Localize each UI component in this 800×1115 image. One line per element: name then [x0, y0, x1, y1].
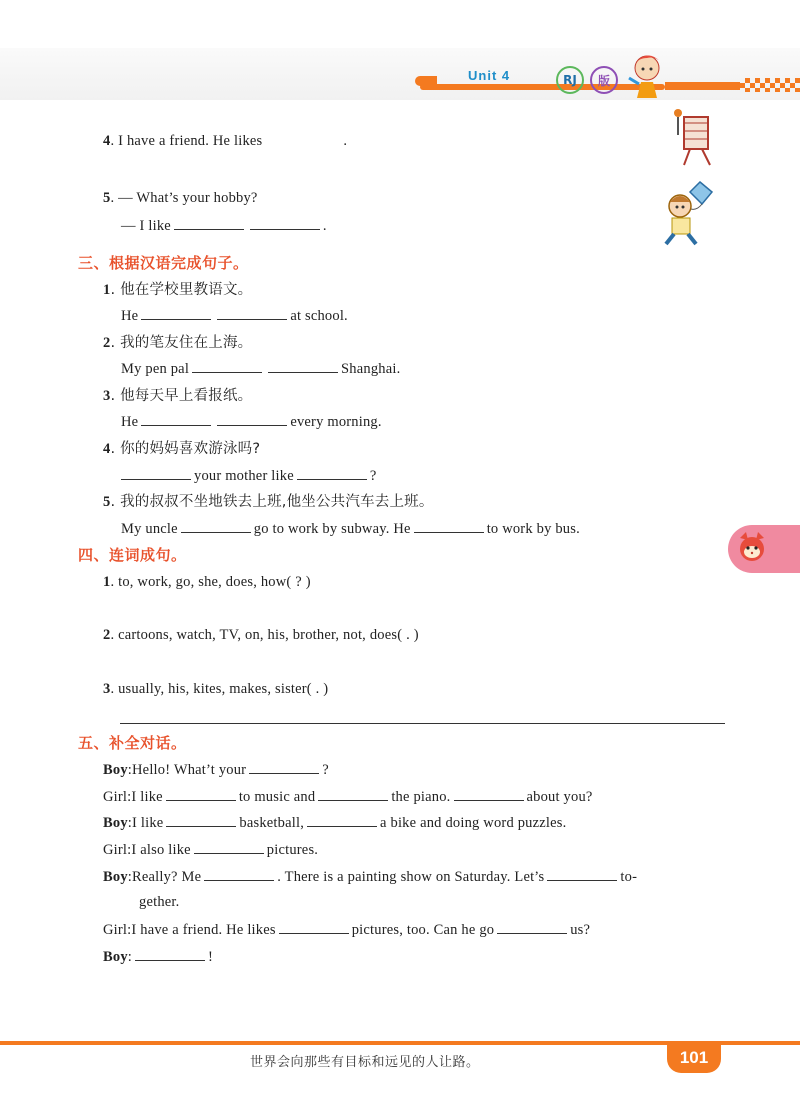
answer-blank[interactable]: [217, 305, 287, 320]
speaker: Boy: [103, 949, 128, 965]
section-4-title: 四、连词成句。: [78, 546, 187, 564]
answer-blank[interactable]: [547, 866, 617, 881]
answer-blank[interactable]: [174, 215, 244, 230]
answer-blank[interactable]: [166, 812, 236, 827]
answer-blank[interactable]: [414, 518, 484, 533]
sec3-q3-english: [121, 411, 382, 432]
dialogue-text: :Really? Me: [127, 869, 202, 885]
question-number: 4: [103, 441, 111, 457]
header-band: [0, 48, 800, 100]
answer-blank[interactable]: [121, 465, 191, 480]
sec4-q1: [103, 572, 311, 592]
sec3-q3-chinese: [103, 386, 252, 406]
dialogue-end: ?: [322, 762, 329, 778]
unit-label: Unit 4: [468, 68, 511, 83]
question-5-line: [103, 188, 258, 208]
answer-blank[interactable]: [166, 786, 236, 801]
sec4-q2: [103, 625, 419, 645]
answer-blank[interactable]: [497, 919, 567, 934]
rj-badge: [556, 66, 584, 94]
question-number: 3: [103, 681, 111, 697]
chinese-sentence: . 你的妈妈喜欢游泳吗?: [110, 441, 261, 457]
english-suffix: Shanghai.: [341, 361, 401, 377]
answer-blank[interactable]: [265, 130, 340, 145]
question-end: .: [343, 133, 348, 149]
answer-blank[interactable]: [268, 358, 338, 373]
answer-blank[interactable]: [454, 786, 524, 801]
word-list: . usually, his, kites, makes, sister( . ): [110, 681, 329, 697]
chinese-sentence: . 他每天早上看报纸。: [110, 388, 253, 404]
section-5-title: 五、补全对话。: [78, 734, 187, 752]
page-number-text: 101: [679, 1048, 709, 1067]
question-text: . I have a friend. He likes: [110, 133, 263, 149]
sec3-q4-chinese: [103, 439, 260, 459]
header-stripe-right: [665, 82, 740, 90]
answer-blank[interactable]: [194, 839, 264, 854]
question-number: 5: [103, 190, 111, 206]
english-middle: go to work by subway. He: [253, 521, 411, 537]
page-number: [667, 1043, 721, 1073]
sec3-q5-english: [121, 518, 580, 539]
english-suffix: every morning.: [290, 414, 382, 430]
answer-blank[interactable]: [141, 411, 211, 426]
dialogue-middle: pictures, too. Can he go: [351, 922, 495, 938]
speaker: Boy: [103, 815, 128, 831]
answer-prefix: — I like: [121, 218, 171, 234]
sec3-q1-english: [121, 305, 348, 326]
sec3-q2-english: [121, 358, 400, 379]
answer-blank[interactable]: [307, 812, 377, 827]
dialogue-middle: . There is a painting show on Saturday. Let’s: [277, 869, 545, 885]
answer-blank[interactable]: [181, 518, 251, 533]
answer-blank[interactable]: [204, 866, 274, 881]
question-number: 2: [103, 627, 111, 643]
dialogue-end: us?: [570, 922, 591, 938]
dialogue-text: :I also like: [127, 842, 191, 858]
chinese-sentence: . 他在学校里教语文。: [110, 282, 253, 298]
dialogue-text: :: [127, 949, 133, 965]
english-suffix: ?: [369, 468, 377, 484]
section-3-title: 三、根据汉语完成句子。: [78, 254, 249, 272]
footer-motto: 世界会向那些有目标和远见的人让路。: [250, 1055, 480, 1070]
dialogue-text: :Hello! What’t your: [127, 762, 247, 778]
speaker: Girl: [103, 922, 128, 938]
dialogue-line-4: [103, 839, 318, 860]
speaker: Girl: [103, 789, 128, 805]
answer-blank[interactable]: [217, 411, 287, 426]
english-middle: your mother like: [194, 468, 294, 484]
speaker: Boy: [103, 762, 128, 778]
chinese-sentence: . 我的笔友住在上海。: [110, 335, 253, 351]
answer-line[interactable]: [120, 723, 725, 724]
english-prefix: My pen pal: [121, 361, 190, 377]
sec3-q1-chinese: [103, 280, 252, 300]
english-prefix: My uncle: [121, 521, 178, 537]
dialogue-line-1: [103, 759, 329, 780]
dialogue-end: about you?: [526, 789, 593, 805]
sec3-q2-chinese: [103, 333, 252, 353]
dialogue-line-2: [103, 786, 593, 807]
dialogue-line-5-continued: gether.: [139, 894, 180, 910]
rj-badge-text: RJ: [563, 73, 577, 87]
chinese-sentence: . 我的叔叔不坐地铁去上班,他坐公共汽车去上班。: [110, 494, 434, 510]
speaker: Boy: [103, 869, 128, 885]
dialogue-middle: to music and: [238, 789, 316, 805]
question-number: 2: [103, 335, 111, 351]
dialogue-line-6: [103, 919, 590, 940]
sec3-q5-chinese: [103, 492, 434, 512]
question-number: 1: [103, 282, 111, 298]
kite-boy-icon: [652, 178, 722, 248]
answer-blank[interactable]: [135, 946, 205, 961]
english-prefix: He: [121, 414, 139, 430]
english-prefix: He: [121, 308, 139, 324]
dialogue-text: :I like: [127, 815, 164, 831]
english-suffix: at school.: [290, 308, 348, 324]
question-number: 4: [103, 133, 111, 149]
dialogue-line-3: [103, 812, 566, 833]
header-checker-pattern: [740, 78, 800, 92]
question-text: . — What’s your hobby?: [110, 190, 258, 206]
answer-end: .: [322, 218, 327, 234]
question-number: 5: [103, 494, 111, 510]
dialogue-end: a bike and doing word puzzles.: [380, 815, 567, 831]
dialogue-text: :I like: [127, 789, 163, 805]
question-4-line: [103, 130, 347, 151]
dialogue-end: !: [208, 949, 214, 965]
answer-blank[interactable]: [250, 215, 320, 230]
edition-badge-text: 版: [597, 73, 610, 88]
question-5-answer-line: [121, 215, 327, 236]
word-list: . cartoons, watch, TV, on, his, brother, not, does( . ): [110, 627, 419, 643]
girl-mascot-icon: [615, 48, 675, 100]
edition-badge: [590, 66, 618, 94]
english-suffix: to work by bus.: [486, 521, 580, 537]
answer-blank[interactable]: [297, 465, 367, 480]
dialogue-end: pictures.: [266, 842, 319, 858]
dialogue-middle: the piano.: [391, 789, 451, 805]
dialogue-line-5: [103, 866, 637, 887]
dialogue-text: :I have a friend. He likes: [127, 922, 276, 938]
header-pencil-icon: [415, 76, 437, 86]
answer-blank[interactable]: [318, 786, 388, 801]
sec3-q4-english: [121, 465, 376, 486]
answer-blank[interactable]: [192, 358, 262, 373]
answer-blank[interactable]: [249, 759, 319, 774]
question-number: 3: [103, 388, 111, 404]
dialogue-middle: basketball,: [239, 815, 305, 831]
question-number: 1: [103, 574, 111, 590]
answer-blank[interactable]: [141, 305, 211, 320]
dialogue-line-7: [103, 946, 213, 967]
answer-blank[interactable]: [279, 919, 349, 934]
word-list: . to, work, go, she, does, how( ? ): [110, 574, 311, 590]
cat-mascot-icon: [734, 530, 770, 566]
sec4-q3: [103, 679, 328, 699]
easel-painting-icon: [662, 105, 722, 170]
speaker: Girl: [103, 842, 128, 858]
dialogue-end: to-: [620, 869, 638, 885]
